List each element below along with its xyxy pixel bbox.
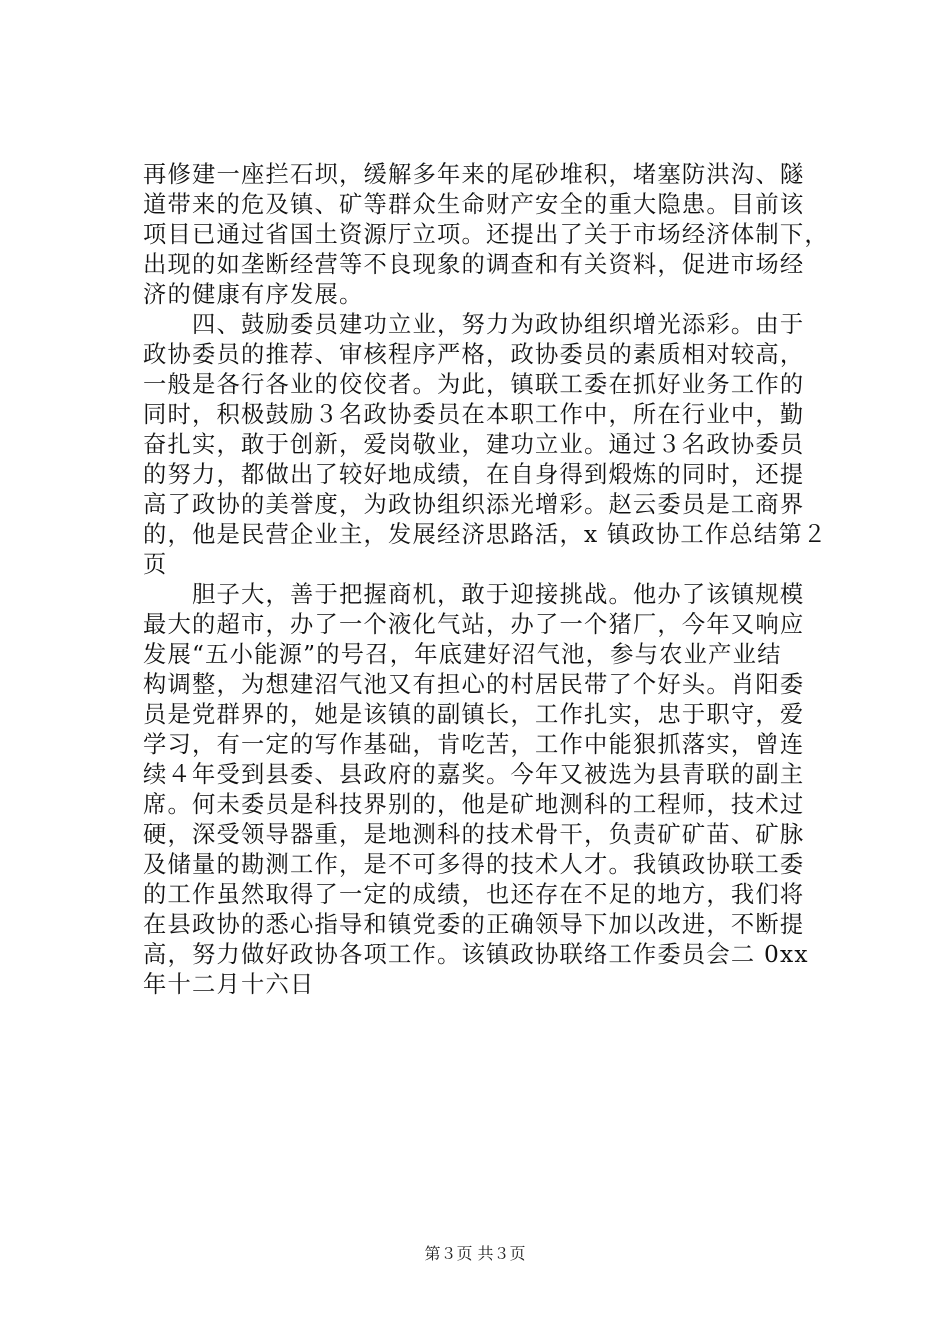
page-number-footer: 第３页 共３页 [424,1244,526,1263]
text-line: 的工作虽然取得了一定的成绩，也还存在不足的地方，我们将 [143,881,805,908]
text-line: 高了政协的美誉度，为政协组织添光增彩。赵云委员是工商界 [143,491,805,518]
text-line: 的，他是民营企业主，发展经济思路活，x 镇政协工作总结第２ [143,521,828,548]
text-line: 席。何未委员是科技界别的，他是矿地测科的工程师，技术过 [143,791,805,818]
text-line: 年十二月十六日 [143,971,315,998]
text-line: 项目已通过省国土资源厅立项。还提出了关于市场经济体制下， [143,221,829,248]
text-line: 最大的超市，办了一个液化气站，办了一个猪厂，今年又响应 [143,611,805,638]
text-line: 学习，有一定的写作基础，肯吃苦，工作中能狠抓落实，曾连 [143,731,805,758]
text-line: 道带来的危及镇、矿等群众生命财产安全的重大隐患。目前该 [143,191,805,218]
text-line: 构调整，为想建沼气池又有担心的村居民带了个好头。肖阳委 [143,671,805,698]
text-line: 及储量的勘测工作，是不可多得的技术人才。我镇政协联工委 [143,851,805,878]
text-line: 政协委员的推荐、审核程序严格，政协委员的素质相对较高， [143,341,805,368]
text-line: 同时，积极鼓励３名政协委员在本职工作中，所在行业中，勤 [143,401,805,428]
text-line: 四、鼓励委员建功立业，努力为政协组织增光添彩。由于 [143,311,805,338]
text-line: 硬，深受领导器重，是地测科的技术骨干，负责矿矿苗、矿脉 [143,821,805,848]
text-line: 在县政协的悉心指导和镇党委的正确领导下加以改进，不断提 [143,911,805,938]
text-line: 济的健康有序发展。 [143,281,364,308]
text-line: 续４年受到县委、县政府的嘉奖。今年又被选为县青联的副主 [143,761,805,788]
body-text [143,160,843,1000]
text-line: 高，努力做好政协各项工作。该镇政协联络工作委员会二 0xx [143,941,809,968]
text-line: 胆子大，善于把握商机，敢于迎接挑战。他办了该镇规模 [143,581,805,608]
text-line: 出现的如垄断经营等不良现象的调查和有关资料，促进市场经 [143,251,805,278]
text-line: 页 [143,551,168,578]
text-line: 员是党群界的，她是该镇的副镇长，工作扎实，忠于职守，爱 [143,701,805,728]
text-line: 奋扎实，敢于创新，爱岗敬业，建功立业。通过３名政协委员 [143,431,805,458]
text-line: 再修建一座拦石坝，缓解多年来的尾砂堆积，堵塞防洪沟、隧 [143,161,805,188]
text-line: 的努力，都做出了较好地成绩，在自身得到煅炼的同时，还提 [143,461,805,488]
text-line: 发展“五小能源”的号召，年底建好沼气池，参与农业产业结 [143,641,782,668]
text-line: 一般是各行各业的佼佼者。为此，镇联工委在抓好业务工作的 [143,371,805,398]
